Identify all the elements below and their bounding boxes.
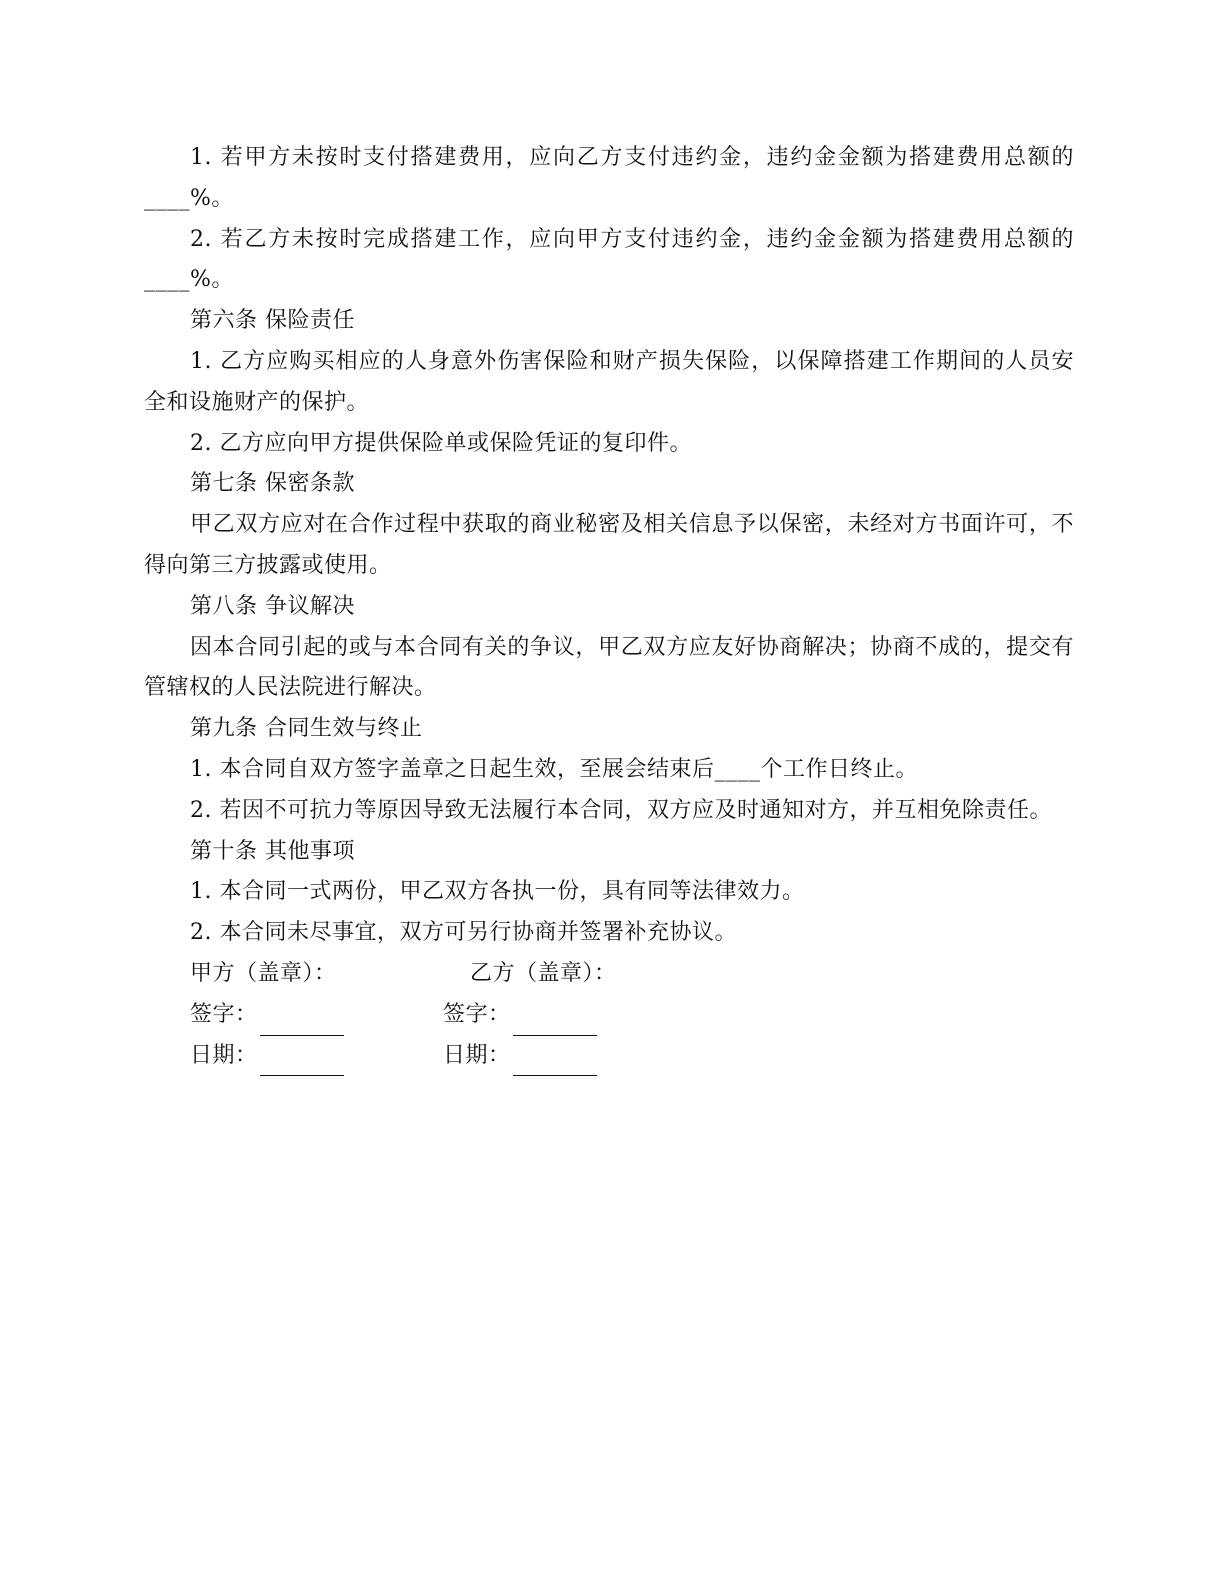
- sign-label: 签字：: [190, 1001, 258, 1027]
- party-b-sign-field: [443, 995, 597, 1036]
- date-label: 日期：: [443, 1042, 511, 1068]
- signature-date-row: [144, 1036, 1074, 1077]
- article-8-body: 因本合同引起的或与本合同有关的争议，甲乙双方应友好协商解决；协商不成的，提交有管辖权的人民法院进行解决。: [144, 634, 1074, 701]
- signature-sign-row: [144, 995, 1074, 1036]
- party-a-seal-label: 甲方（盖章）：: [190, 960, 337, 986]
- party-b-seal-label: 乙方（盖章）：: [470, 960, 617, 986]
- article-8-heading: 第八条 争议解决: [190, 593, 355, 619]
- clause-penalty-party-a: 1. 若甲方未按时支付搭建费用，应向乙方支付违约金，违约金金额为搭建费用总额的____%。: [144, 145, 1074, 211]
- party-a-sign-blank: [260, 1009, 344, 1036]
- party-b-date-blank: [513, 1049, 597, 1076]
- signature-party-row: [144, 954, 1074, 995]
- date-label: 日期：: [190, 1042, 258, 1068]
- article-6-item-2: 2. 乙方应向甲方提供保险单或保险凭证的复印件。: [190, 430, 692, 456]
- article-7-body: 甲乙双方应对在合作过程中获取的商业秘密及相关信息予以保密，未经对方书面许可，不得向第三方披露或使用。: [144, 512, 1074, 578]
- party-a-sign-field: [190, 995, 344, 1036]
- article-6-item-1: 1. 乙方应购买相应的人身意外伤害保险和财产损失保险，以保障搭建工作期间的人员安全和设施财产的保护。: [144, 348, 1074, 415]
- sign-label: 签字：: [443, 1001, 511, 1027]
- article-9-item-2: 2. 若因不可抗力等原因导致无法履行本合同，双方应及时通知对方，并互相免除责任。: [190, 797, 1052, 823]
- article-6-heading: 第六条 保险责任: [190, 308, 355, 334]
- clause-penalty-party-b: 2. 若乙方未按时完成搭建工作，应向甲方支付违约金，违约金金额为搭建费用总额的____%。: [144, 226, 1074, 293]
- article-9-heading: 第九条 合同生效与终止: [190, 716, 423, 742]
- article-7-heading: 第七条 保密条款: [190, 471, 355, 497]
- article-10-item-1: 1. 本合同一式两份，甲乙双方各执一份，具有同等法律效力。: [190, 879, 805, 905]
- party-a-date-field: [190, 1036, 344, 1077]
- party-b-sign-blank: [513, 1009, 597, 1036]
- contract-page: [144, 138, 1074, 1076]
- article-10-item-2: 2. 本合同未尽事宜，双方可另行协商并签署补充协议。: [190, 920, 737, 946]
- article-10-heading: 第十条 其他事项: [190, 838, 355, 864]
- article-9-item-1: 1. 本合同自双方签字盖章之日起生效，至展会结束后____个工作日终止。: [190, 756, 918, 782]
- party-b-date-field: [443, 1036, 597, 1077]
- party-a-date-blank: [260, 1049, 344, 1076]
